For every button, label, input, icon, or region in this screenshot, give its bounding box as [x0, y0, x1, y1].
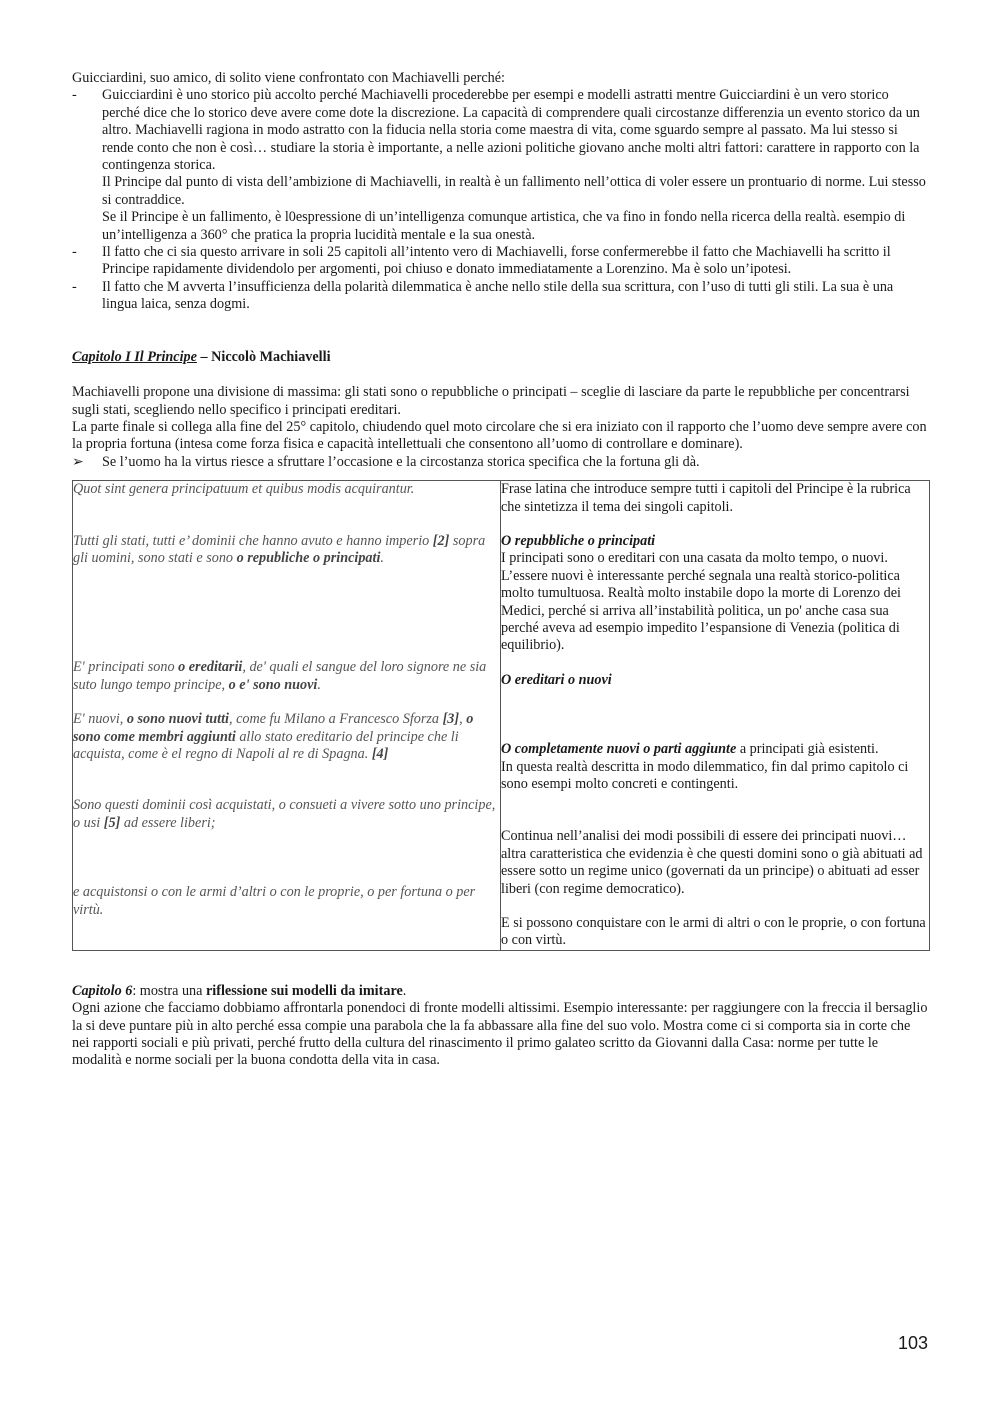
bullet-paragraph: Il fatto che M avverta l’insufficienza della polarità dilemmatica è anche nello stile della sua scrittura, con l’uso di tutti gli stili. La sua è una lingua laica, senza dogmi.: [102, 278, 894, 313]
original-text-column: [73, 481, 501, 951]
commentary-column: [501, 481, 930, 951]
arrow-bullet-icon: ➢: [72, 453, 84, 470]
page-number: 103: [898, 1333, 929, 1353]
section-heading: [72, 349, 930, 366]
document-page: [72, 70, 930, 1070]
bullet-dash: -: [72, 278, 77, 295]
text-commentary-table: [72, 480, 930, 951]
bullet-paragraph: Il Principe dal punto di vista dell’ambizione di Machiavelli, in realtà è un fallimento nell’ottica di voler essere un prontuario di norme. Lui stesso si contraddice.: [102, 174, 926, 208]
bullet-item: [72, 244, 930, 279]
commentary-title: O repubbliche o principati: [501, 532, 656, 549]
section-paragraph: La parte finale si collega alla fine del 25° capitolo, chiudendo quel moto circolare che si era iniziato con il rapporto che l’uomo deve sempre avere con la propria fortuna (intesa come forza fisica e capacità intellettuali che consentono all’uomo di controllare e dominare).: [72, 418, 927, 453]
bullet-paragraph: Se il Principe è un fallimento, è l0espressione di un’intelligenza comunque artistica, che va fino in fondo nella ricerca della realtà. esempio di un’intelligenza a 360° che pratica la propria lucidità mentale e la sua onestà.: [102, 209, 906, 243]
bullet-item: [72, 87, 930, 244]
original-text-block: e acquistonsi o con le armi d’altri o con le proprie, o per fortuna o per virtù.: [73, 884, 476, 918]
commentary-block: O completamente nuovi o parti aggiunte a principati già esistenti.: [501, 741, 879, 758]
bullet-body: [102, 87, 930, 244]
commentary-block: Continua nell’analisi dei modi possibili di essere dei principati nuovi… altra caratteristica che evidenzia è che questi domini sono o già abituati ad essere sotto un regime unico (governati da un principe) o abituati ad esser liberi (con regime democratico).: [501, 828, 923, 897]
chapter-title: Capitolo I Il Principe: [72, 348, 197, 365]
commentary-block: E si possono conquistare con le armi di altri o con le proprie, o con fortuna o con virtù.: [501, 915, 926, 949]
bullet-dash: -: [72, 87, 77, 104]
intro-line: Guicciardini, suo amico, di solito viene confrontato con Machiavelli perché:: [72, 70, 505, 86]
section-paragraph: Machiavelli propone una divisione di massima: gli stati sono o repubbliche o principati – sceglie di lasciare da parte le repubbliche per concentrarsi sugli stati, scegliendo nello specifico i principati ereditari.: [72, 384, 910, 418]
chapter-6-heading: Capitolo 6: mostra una riflessione sui modelli da imitare.: [72, 982, 407, 999]
original-text-block: Tutti gli stati, tutti e’ dominii che hanno avuto e hanno imperio [2] sopra gli uomini, sono stati e sono o republiche o principati.: [73, 532, 486, 566]
chapter-author: – Niccolò Machiavelli: [196, 348, 331, 365]
commentary-block: In questa realtà descritta in modo dilemmatico, fin dal primo capitolo ci sono esempi molto concreti e contingenti.: [501, 758, 909, 792]
bullet-dash: -: [72, 244, 77, 261]
bullet-paragraph: Guicciardini è uno storico più accolto perché Machiavelli procederebbe per esempi e modelli astratti mentre Guicciardini è un vero storico perché dice che lo storico deve avere come dote la discrezione. La capacità di comprendere quali circostanze differenzia un evento storico da un altro. Machiavelli ragiona in modo astratto con la fiducia nella storia come maestra di vita, come sguardo sempre al passato. Ma lui stesso si rende conto che non è così… studiare la storia è importante, a nelle azioni politiche giovano anche molti altri fattori: carattere in rapporto con la contingenza storica.: [102, 87, 920, 174]
original-text-block: Sono questi dominii così acquistati, o consueti a vivere sotto uno principe, o usi [5] ad essere liberi;: [73, 797, 496, 831]
chapter-6-paragraph: Ogni azione che facciamo dobbiamo affrontarla ponendoci di fronte modelli altissimi. Esempio interessante: per raggiungere con la freccia il bersaglio la si deve puntare più in alto perché essa compie una parabola che la fa abbassare alla fine del suo volo. Mostra come ci si comporta sia in corte che nei rapporti sociali e più privati, perché frutto della cultura del rinascimento il primo galateo scritto da Giovanni dalla Casa: norme per tutte le modalità e norme sociali per la buona condotta della vita in casa.: [72, 1000, 928, 1069]
bullet-item: [72, 279, 930, 314]
commentary-title: O ereditari o nuovi: [501, 671, 612, 688]
original-text-block: E' nuovi, o sono nuovi tutti, come fu Milano a Francesco Sforza [3], o sono come membri aggiunti allo stato ereditario del principe che li acquista, come è el regno di Napoli al re di Spagna. [4]: [73, 711, 474, 762]
commentary-block: I principati sono o ereditari con una casata da molto tempo, o nuovi. L’essere nuovi è interessante perché segnala una realtà storico-politica molto tumultuosa. Realtà molto instabile dopo la morte di Lorenzo dei Medici, perché si arriva all’instabilità politica, un po' anche casa sua perché aveva ad esempio impedito l’espansione di Venezia (politica di equilibrio).: [501, 550, 901, 654]
commentary-block: Frase latina che introduce sempre tutti i capitoli del Principe è la rubrica che sintetizza il tema dei singoli capitoli.: [501, 481, 911, 515]
arrow-item-text: Se l’uomo ha la virtus riesce a sfruttare l’occasione e la circostanza storica specifica che la fortuna gli dà.: [102, 453, 700, 470]
bullet-body: [102, 244, 930, 279]
bullet-paragraph: Il fatto che ci sia questo arrivare in soli 25 capitoli all’intento vero di Machiavelli, forse confermerebbe il fatto che Machiavelli ha scritto il Principe rapidamente dividendolo per argomenti, poi chiuso e donato immediatamente a Lorenzino. Ma è solo un’ipotesi.: [102, 244, 891, 278]
chapter-6-section: [72, 983, 930, 1070]
bullet-body: [102, 279, 930, 314]
latin-rubric: Quot sint genera principatuum et quibus modis acquirantur.: [73, 481, 415, 498]
arrow-item: [72, 454, 930, 471]
original-text-block: E' principati sono o ereditarii, de' quali el sangue del loro signore ne sia suto lungo tempo principe, o e' sono nuovi.: [73, 659, 487, 693]
